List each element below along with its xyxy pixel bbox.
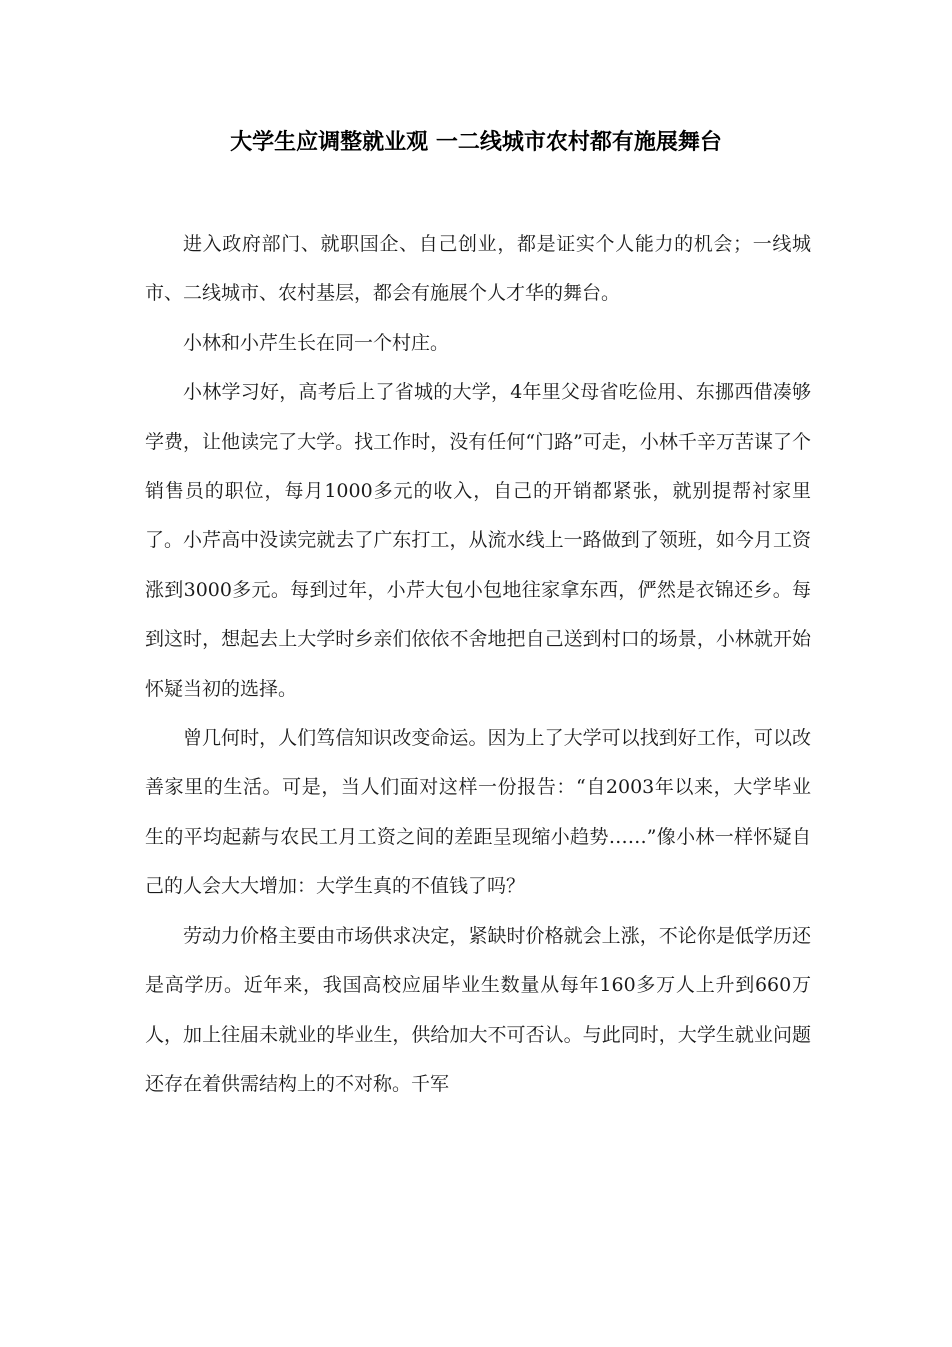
paragraph-village: 小林和小芹生长在同一个村庄。 — [183, 331, 450, 354]
paragraph-knowledge-fate: 曾几何时，人们笃信知识改变命运。因为上了大学可以找到好工作，可以改善家里的生活。可是，当人们面对这样一份报告：“自2003年以来，大学毕业生的平均起薪与农民工月工资之间的差距呈现缩小趋势……”像小林一样怀疑自己的人会大大增加：大学生真的不值钱了吗？ — [145, 727, 811, 898]
paragraph-labor-market: 劳动力价格主要由市场供求决定，紧缺时价格就会上涨，不论你是低学历还是高学历。近年来，我国高校应届毕业生数量从每年160多万人上升到660万人，加上往届未就业的毕业生，供给加大不可否认。与此同时，大学生就业问题还存在着供需结构上的不对称。千军 — [145, 924, 811, 1095]
paragraph-xiaolin-story: 小林学习好，高考后上了省城的大学，4年里父母省吃俭用、东挪西借凑够学费，让他读完了大学。找工作时，没有任何“门路”可走，小林千辛万苦谋了个销售员的职位，每月1000多元的收入，自己的开销都紧张，就别提帮衬家里了。小芹高中没读完就去了广东打工，从流水线上一路做到了领班，如今月工资涨到3000多元。每到过年，小芹大包小包地往家拿东西，俨然是衣锦还乡。每到这时，想起去上大学时乡亲们依依不舍地把自己送到村口的场景，小林就开始怀疑当初的选择。 — [145, 381, 811, 700]
paragraph-intro: 进入政府部门、就职国企、自己创业，都是证实个人能力的机会；一线城市、二线城市、农村基层，都会有施展个人才华的舞台。 — [145, 233, 811, 305]
document-title: 大学生应调整就业观 一二线城市农村都有施展舞台 — [230, 129, 722, 155]
document-body — [145, 220, 811, 1109]
